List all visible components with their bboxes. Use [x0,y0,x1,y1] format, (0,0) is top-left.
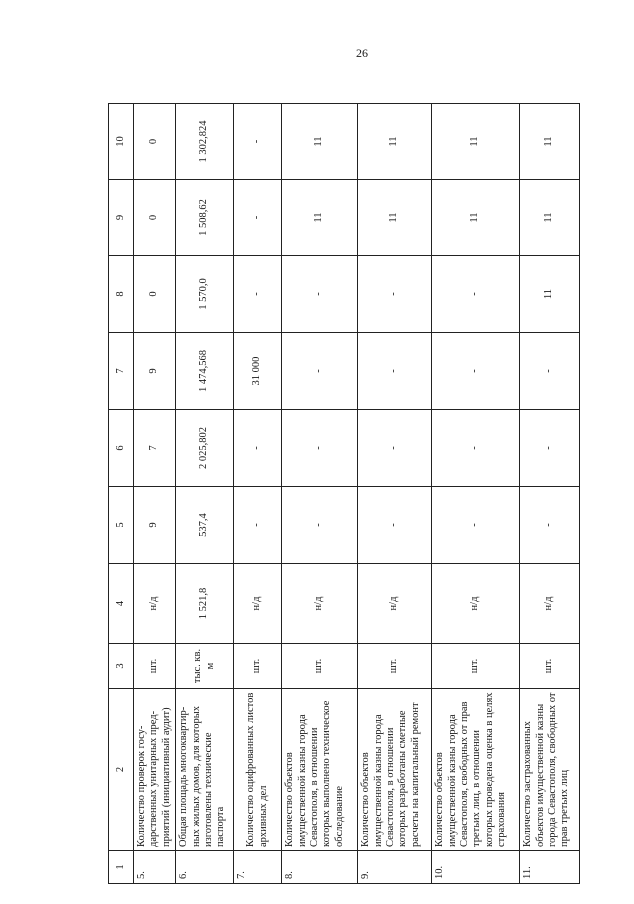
indicator-name: Количество объектов имущественной казны города Севастополя, в отношении которых выполнено техническое обследование [282,689,358,851]
table-row [234,104,282,884]
header-row [109,104,134,884]
value-cell: - [282,256,358,333]
table-row [282,104,358,884]
value-cell: 11 [432,104,520,180]
value-cell: - [282,410,358,487]
value-cell: 11 [358,104,432,180]
value-cell: - [432,487,520,564]
rotated-table-container [108,104,573,884]
value-cell: 11 [520,180,580,256]
value-cell: - [282,333,358,410]
table-row [358,104,432,884]
value-cell: н/д [520,564,580,644]
value-cell: - [234,104,282,180]
header-cell: 6 [109,410,134,487]
value-cell: - [520,333,580,410]
value-cell: н/д [282,564,358,644]
value-cell: 11 [432,180,520,256]
unit-cell: шт. [282,644,358,689]
indicators-table [108,103,580,884]
value-cell: - [282,487,358,564]
value-cell: - [432,256,520,333]
value-cell: 0 [134,180,176,256]
unit-cell: шт. [134,644,176,689]
value-cell: н/д [234,564,282,644]
value-cell: - [234,180,282,256]
value-cell: 11 [282,180,358,256]
row-number: 6. [176,851,234,884]
value-cell: 0 [134,256,176,333]
value-cell: - [432,410,520,487]
unit-cell: шт. [520,644,580,689]
row-number: 5. [134,851,176,884]
value-cell: н/д [358,564,432,644]
table-row [432,104,520,884]
unit-cell: тыс. кв. м [176,644,234,689]
value-cell: - [520,410,580,487]
row-number: 9. [358,851,432,884]
value-cell: 11 [520,256,580,333]
unit-cell: шт. [358,644,432,689]
value-cell: - [432,333,520,410]
value-cell: н/д [432,564,520,644]
indicator-name: Количество проверок госу-дарственных унитарных пред-приятий (инициативный аудит) [134,689,176,851]
value-cell: - [520,487,580,564]
table-row [176,104,234,884]
value-cell: 7 [134,410,176,487]
value-cell: 537,4 [176,487,234,564]
header-cell: 5 [109,487,134,564]
value-cell: - [234,487,282,564]
row-number: 11. [520,851,580,884]
header-cell: 2 [109,689,134,851]
table-row [520,104,580,884]
value-cell: 1 508,62 [176,180,234,256]
header-cell: 8 [109,256,134,333]
indicator-name: Количество застрахованных объектов имущественной казны города Севастополя, свободных от прав третьих лиц [520,689,580,851]
value-cell: 2 025,802 [176,410,234,487]
header-cell: 7 [109,333,134,410]
indicator-name: Количество объектов имущественной казны города Севастополя, в отношении которых разработаны сметные расчеты на капитальный ремонт [358,689,432,851]
value-cell: н/д [134,564,176,644]
header-cell: 1 [109,851,134,884]
value-cell: 1 474,568 [176,333,234,410]
value-cell: 0 [134,104,176,180]
value-cell: - [358,333,432,410]
page-number: 26 [356,46,368,60]
value-cell: - [234,256,282,333]
value-cell: 9 [134,487,176,564]
value-cell: 11 [358,180,432,256]
value-cell: 1 302,824 [176,104,234,180]
value-cell: - [358,256,432,333]
table-row [134,104,176,884]
value-cell: 31 000 [234,333,282,410]
header-cell: 3 [109,644,134,689]
indicator-name: Общая площадь многоквартир-ных жилых домов, для которых изготовлены технические паспорта [176,689,234,851]
value-cell: 9 [134,333,176,410]
unit-cell: шт. [432,644,520,689]
header-cell: 4 [109,564,134,644]
header-cell: 9 [109,180,134,256]
value-cell: 11 [282,104,358,180]
value-cell: - [234,410,282,487]
indicator-name: Количество объектов имущественной казны города Севастополя, свободных от прав третьих лиц, в отношении которых проведена оценка в целях страхования [432,689,520,851]
header-cell: 10 [109,104,134,180]
value-cell: - [358,487,432,564]
row-number: 10. [432,851,520,884]
value-cell: 1 521,8 [176,564,234,644]
row-number: 8. [282,851,358,884]
value-cell: 11 [520,104,580,180]
value-cell: 1 570,0 [176,256,234,333]
value-cell: - [358,410,432,487]
indicator-name: Количество оцифрованных листов архивных дел [234,689,282,851]
row-number: 7. [234,851,282,884]
unit-cell: шт. [234,644,282,689]
